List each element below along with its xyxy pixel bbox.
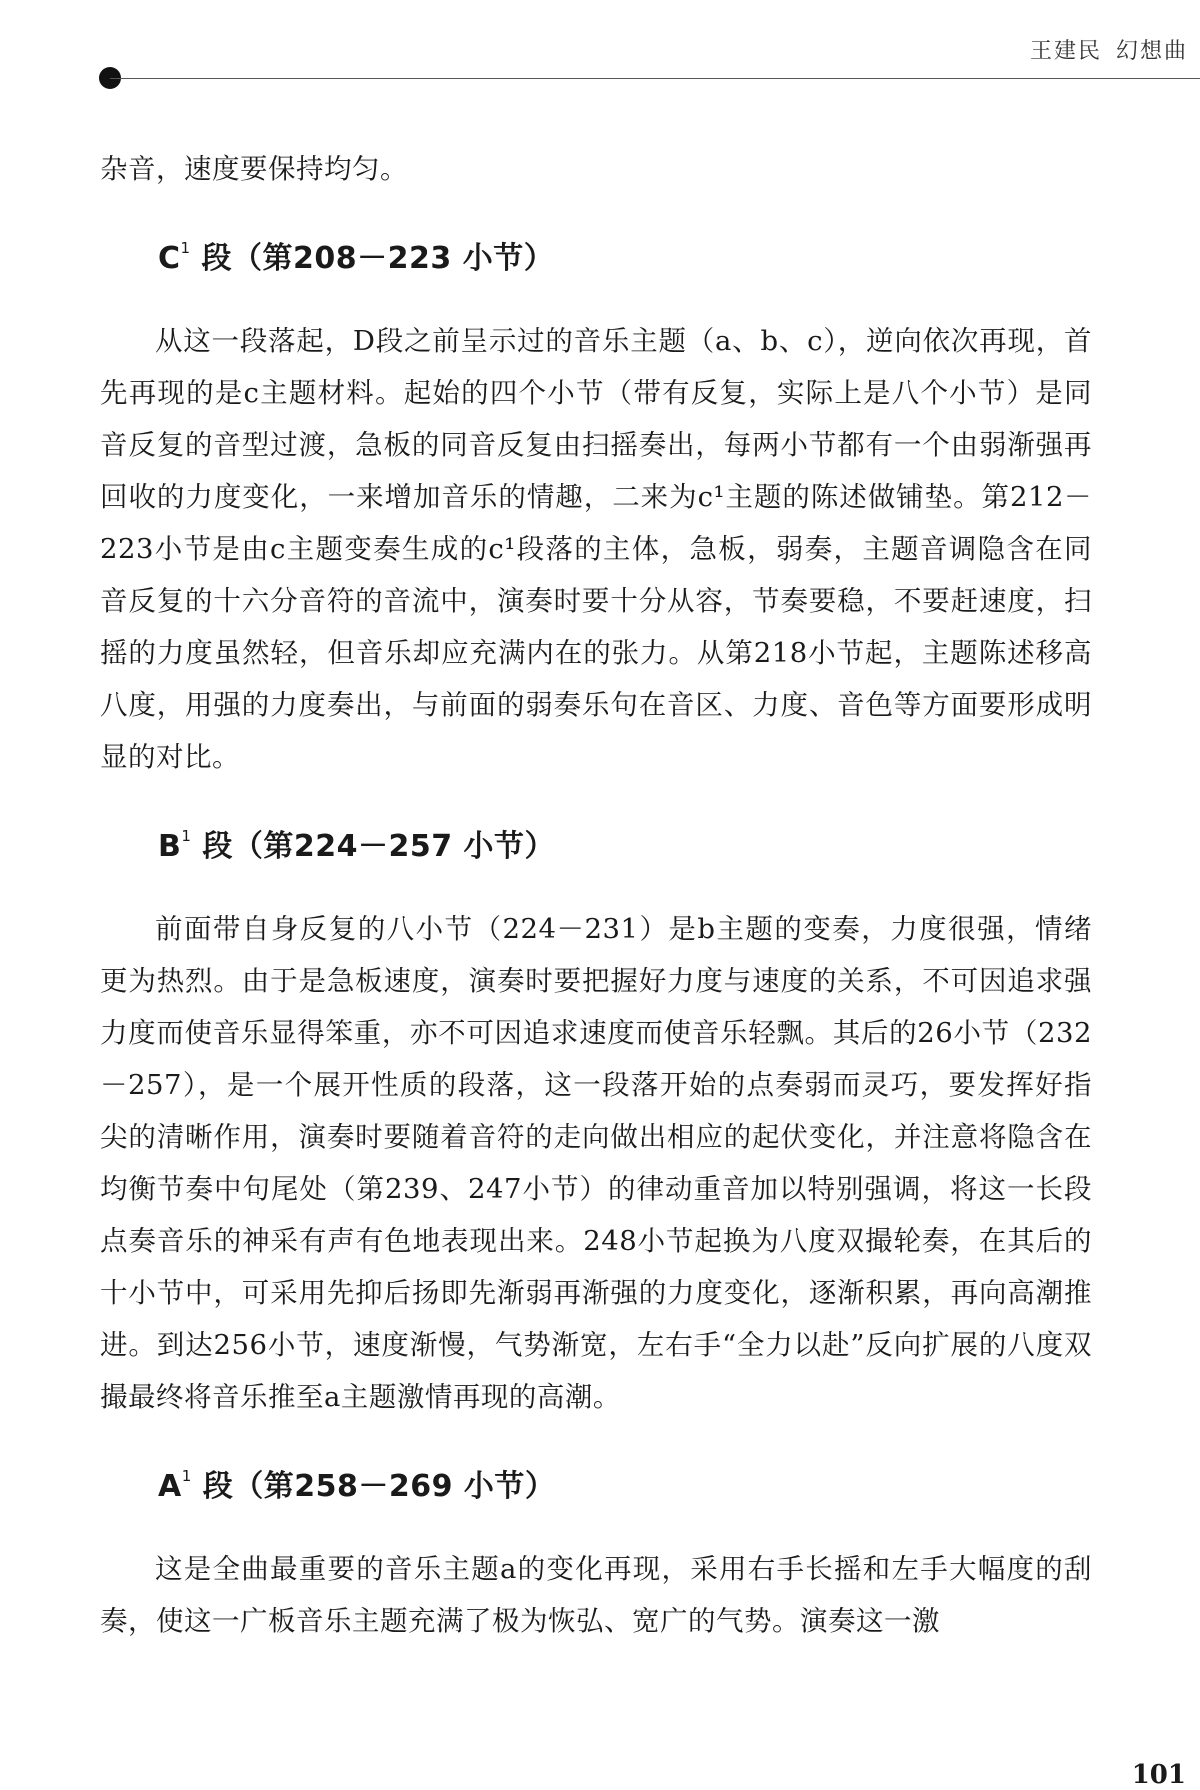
heading-text: 段（第224－257 小节） (191, 829, 556, 864)
heading-letter: B (158, 829, 182, 864)
heading-text: 段（第208－223 小节） (190, 241, 555, 276)
paragraph-b1-body: 前面带自身反复的八小节（224－231）是b主题的变奏，力度很强，情绪更为热烈。由于是急板速度，演奏时要把握好力度与速度的关系，不可因追求强力度而使音乐显得笨重，亦不可因追求速度而使音乐轻飘。其后的26小节（232－257），是一个展开性质的段落，这一段落开始的点奏弱而灵巧，要发挥好指尖的清晰作用，演奏时要随着音符的走向做出相应的起伏变化，并注意将隐含在均衡节奏中句尾处（第239、247小节）的律动重音加以特别强调，将这一长段点奏音乐的神采有声有色地表现出来。248小节起换为八度双撮轮奏，在其后的十小节中，可采用先抑后扬即先渐弱再渐强的力度变化，逐渐积累，再向高潮推进。到达256小节，速度渐慢，气势渐宽，左右手“全力以赴”反向扩展的八度双撮最终将音乐推至a主题激情再现的高潮。 (100, 913, 1092, 1413)
heading-superscript: 1 (181, 1467, 192, 1485)
page-body (100, 143, 1092, 1647)
heading-letter: C (158, 241, 181, 276)
section-heading-b1 (158, 821, 1092, 865)
section-heading-a1 (158, 1461, 1092, 1505)
paragraph-c1-body: 从这一段落起，D段之前呈示过的音乐主题（a、b、c），逆向依次再现，首先再现的是c主题材料。起始的四个小节（带有反复，实际上是八个小节）是同音反复的音型过渡，急板的同音反复由扫摇奏出，每两小节都有一个由弱渐强再回收的力度变化，一来增加音乐的情趣，二来为c¹主题的陈述做铺垫。第212－223小节是由c主题变奏生成的c¹段落的主体，急板，弱奏，主题音调隐含在同音反复的十六分音符的音流中，演奏时要十分从容，节奏要稳，不要赶速度，扫摇的力度虽然轻，但音乐却应充满内在的张力。从第218小节起，主题陈述移高八度，用强的力度奏出，与前面的弱奏乐句在音区、力度、音色等方面要形成明显的对比。 (100, 325, 1092, 773)
heading-letter: A (158, 1469, 182, 1504)
header-author: 王建民 (1029, 39, 1102, 64)
section-heading-c1 (158, 233, 1092, 277)
heading-text: 段（第258－269 小节） (191, 1469, 556, 1504)
running-header (1030, 34, 1188, 65)
heading-superscript: 1 (181, 827, 192, 845)
paragraph-a1-body: 这是全曲最重要的音乐主题a的变化再现，采用右手长摇和左手大幅度的刮奏，使这一广板音乐主题充满了极为恢弘、宽广的气势。演奏这一激 (100, 1553, 1092, 1637)
paragraph-continuation: 杂音，速度要保持均匀。 (100, 153, 408, 185)
header-title: 幻想曲 (1115, 39, 1188, 64)
heading-superscript: 1 (180, 239, 191, 257)
page-number: 101 (1131, 1760, 1186, 1790)
header-rule (110, 78, 1200, 79)
